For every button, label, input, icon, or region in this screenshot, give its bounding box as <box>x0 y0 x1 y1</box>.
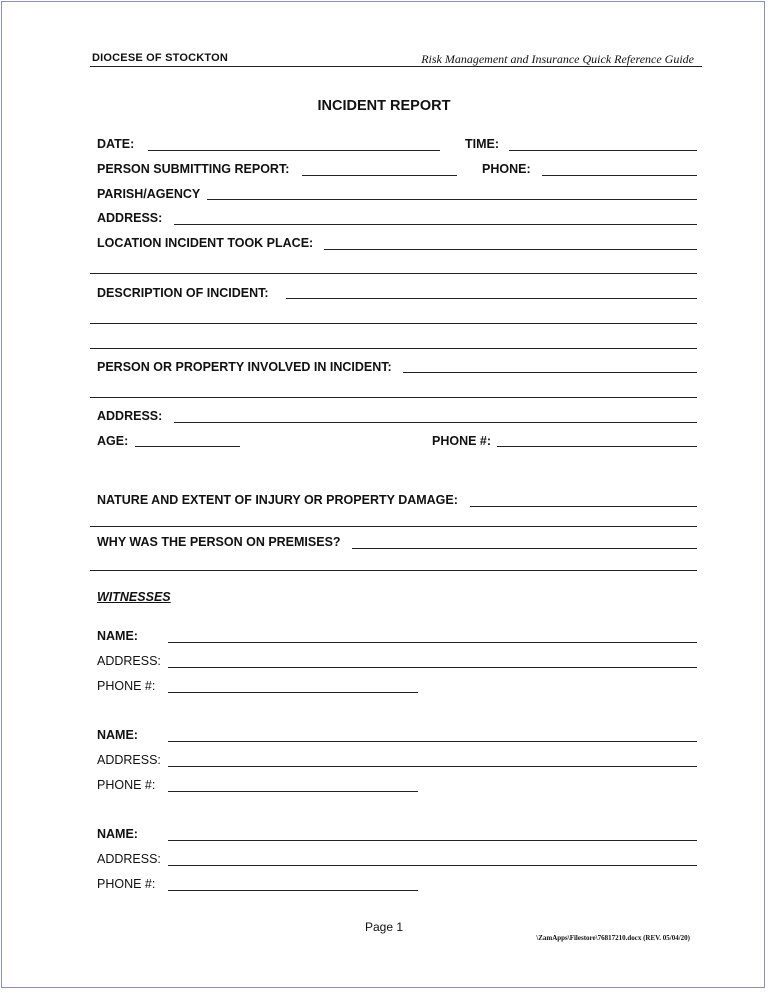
incident-report-page <box>1 1 765 988</box>
witness-2-phone-field[interactable] <box>168 791 418 792</box>
page-title: INCIDENT REPORT <box>317 98 451 114</box>
description-field-cont-2[interactable] <box>90 348 697 349</box>
location-label: LOCATION INCIDENT TOOK PLACE: <box>97 236 314 250</box>
time-field[interactable] <box>509 150 697 151</box>
involved-phone-label: PHONE #: <box>432 434 492 448</box>
person-submitting-label: PERSON SUBMITTING REPORT: <box>97 162 290 176</box>
person-property-field[interactable] <box>403 372 697 373</box>
witness-1-address-label: ADDRESS: <box>97 654 161 668</box>
description-label: DESCRIPTION OF INCIDENT: <box>97 286 269 300</box>
phone-label: PHONE: <box>482 162 531 176</box>
date-field[interactable] <box>148 150 440 151</box>
org-name: DIOCESE OF STOCKTON <box>92 52 229 64</box>
nature-field[interactable] <box>470 506 697 507</box>
witnesses-heading: WITNESSES <box>97 590 171 604</box>
witness-3-name-field[interactable] <box>168 840 697 841</box>
involved-address-field[interactable] <box>174 422 697 423</box>
why-field-cont[interactable] <box>90 570 697 571</box>
involved-address-label: ADDRESS: <box>97 409 163 423</box>
address-label: ADDRESS: <box>97 211 163 225</box>
involved-phone-field[interactable] <box>497 446 697 447</box>
witness-3-phone-field[interactable] <box>168 890 418 891</box>
nature-field-cont[interactable] <box>90 526 697 527</box>
witness-3-address-label: ADDRESS: <box>97 852 161 866</box>
nature-label: NATURE AND EXTENT OF INJURY OR PROPERTY DAMAGE: <box>97 493 458 507</box>
address-field[interactable] <box>174 224 697 225</box>
witness-3-phone-label: PHONE #: <box>97 877 156 891</box>
description-field-cont-1[interactable] <box>90 323 697 324</box>
witness-1-name-field[interactable] <box>168 642 697 643</box>
person-submitting-field[interactable] <box>302 175 457 176</box>
location-field-cont[interactable] <box>90 273 697 274</box>
witness-3-name-label: NAME: <box>97 827 138 841</box>
time-label: TIME: <box>465 137 500 151</box>
phone-field[interactable] <box>542 175 697 176</box>
witness-3-address-field[interactable] <box>168 865 697 866</box>
person-property-label: PERSON OR PROPERTY INVOLVED IN INCIDENT: <box>97 360 392 374</box>
description-field[interactable] <box>286 298 697 299</box>
witness-1-phone-field[interactable] <box>168 692 418 693</box>
guide-title: Risk Management and Insurance Quick Reference Guide <box>421 52 694 66</box>
witness-1-address-field[interactable] <box>168 667 697 668</box>
why-field[interactable] <box>352 548 697 549</box>
age-label: AGE: <box>97 434 129 448</box>
date-label: DATE: <box>97 137 135 151</box>
witness-2-address-label: ADDRESS: <box>97 753 161 767</box>
witness-2-phone-label: PHONE #: <box>97 778 156 792</box>
witness-1-phone-label: PHONE #: <box>97 679 156 693</box>
file-path: \ZamApps\Filestore\76817210.docx (REV. 05/04/20) <box>536 934 690 942</box>
why-label: WHY WAS THE PERSON ON PREMISES? <box>97 535 341 549</box>
parish-field[interactable] <box>207 199 697 200</box>
person-property-field-cont[interactable] <box>90 397 697 398</box>
witness-2-address-field[interactable] <box>168 766 697 767</box>
witness-1-name-label: NAME: <box>97 629 138 643</box>
header-rule <box>90 66 702 67</box>
page-number: Page 1 <box>364 920 404 934</box>
location-field[interactable] <box>324 249 697 250</box>
age-field[interactable] <box>135 446 240 447</box>
witness-2-name-field[interactable] <box>168 741 697 742</box>
witness-2-name-label: NAME: <box>97 728 138 742</box>
parish-label: PARISH/AGENCY <box>97 187 201 201</box>
